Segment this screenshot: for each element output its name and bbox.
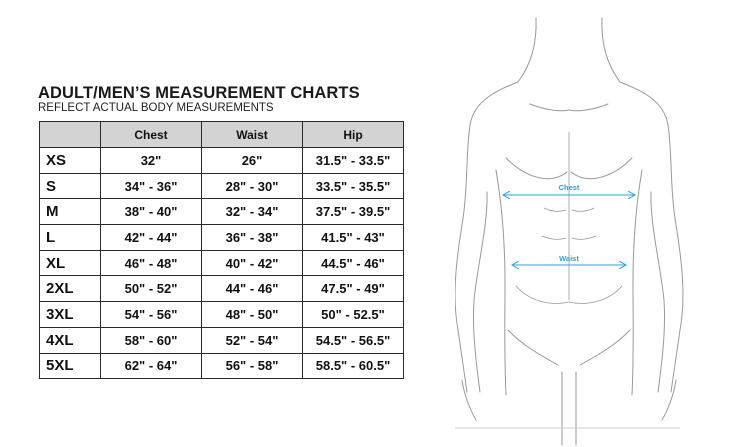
table-row bbox=[40, 302, 404, 328]
chest-label: Chest bbox=[558, 183, 580, 192]
header-hip: Hip bbox=[303, 122, 404, 148]
waist-cell: 26" bbox=[202, 148, 303, 174]
chest-cell: 42" - 44" bbox=[101, 225, 202, 251]
chest-cell: 38" - 40" bbox=[101, 199, 202, 225]
waist-cell: 44" - 46" bbox=[202, 276, 303, 302]
table-row bbox=[40, 250, 404, 276]
chest-cell: 46" - 48" bbox=[101, 250, 202, 276]
size-cell: XL bbox=[40, 250, 101, 276]
chart-subtitle: REFLECT ACTUAL BODY MEASUREMENTS bbox=[38, 102, 274, 114]
hip-cell: 33.5" - 35.5" bbox=[303, 173, 404, 199]
header-size bbox=[40, 122, 101, 148]
table-row bbox=[40, 148, 404, 174]
hip-cell: 37.5" - 39.5" bbox=[303, 199, 404, 225]
size-cell: L bbox=[40, 225, 101, 251]
chest-cell: 62" - 64" bbox=[101, 353, 202, 379]
table-row bbox=[40, 353, 404, 379]
chest-cell: 34" - 36" bbox=[101, 173, 202, 199]
waist-label: Waist bbox=[559, 254, 579, 263]
waist-cell: 52" - 54" bbox=[202, 327, 303, 353]
chest-cell: 32" bbox=[101, 148, 202, 174]
chart-title: ADULT/MEN’S MEASUREMENT CHARTS bbox=[38, 84, 360, 102]
hip-cell: 54.5" - 56.5" bbox=[303, 327, 404, 353]
waist-cell: 36" - 38" bbox=[202, 225, 303, 251]
hip-cell: 47.5" - 49" bbox=[303, 276, 404, 302]
waist-cell: 48" - 50" bbox=[202, 302, 303, 328]
table-row bbox=[40, 199, 404, 225]
size-cell: XS bbox=[40, 148, 101, 174]
header-waist: Waist bbox=[202, 122, 303, 148]
waist-cell: 56" - 58" bbox=[202, 353, 303, 379]
waist-cell: 32" - 34" bbox=[202, 199, 303, 225]
waist-cell: 28" - 30" bbox=[202, 173, 303, 199]
size-cell: S bbox=[40, 173, 101, 199]
chest-cell: 50" - 52" bbox=[101, 276, 202, 302]
hip-cell: 31.5" - 33.5" bbox=[303, 148, 404, 174]
hip-cell: 58.5" - 60.5" bbox=[303, 353, 404, 379]
size-cell: M bbox=[40, 199, 101, 225]
hip-cell: 41.5" - 43" bbox=[303, 225, 404, 251]
table-row bbox=[40, 276, 404, 302]
table-row bbox=[40, 173, 404, 199]
table-row bbox=[40, 327, 404, 353]
body-outline bbox=[455, 18, 683, 445]
hip-cell: 44.5" - 46" bbox=[303, 250, 404, 276]
table-row bbox=[40, 225, 404, 251]
hip-cell: 50" - 52.5" bbox=[303, 302, 404, 328]
header-chest: Chest bbox=[101, 122, 202, 148]
waist-cell: 40" - 42" bbox=[202, 250, 303, 276]
size-cell: 4XL bbox=[40, 327, 101, 353]
size-cell: 5XL bbox=[40, 353, 101, 379]
size-cell: 2XL bbox=[40, 276, 101, 302]
body-figure-illustration bbox=[455, 0, 685, 447]
chest-cell: 54" - 56" bbox=[101, 302, 202, 328]
table-header-row bbox=[40, 122, 404, 148]
size-cell: 3XL bbox=[40, 302, 101, 328]
chest-cell: 58" - 60" bbox=[101, 327, 202, 353]
size-table bbox=[39, 121, 404, 379]
